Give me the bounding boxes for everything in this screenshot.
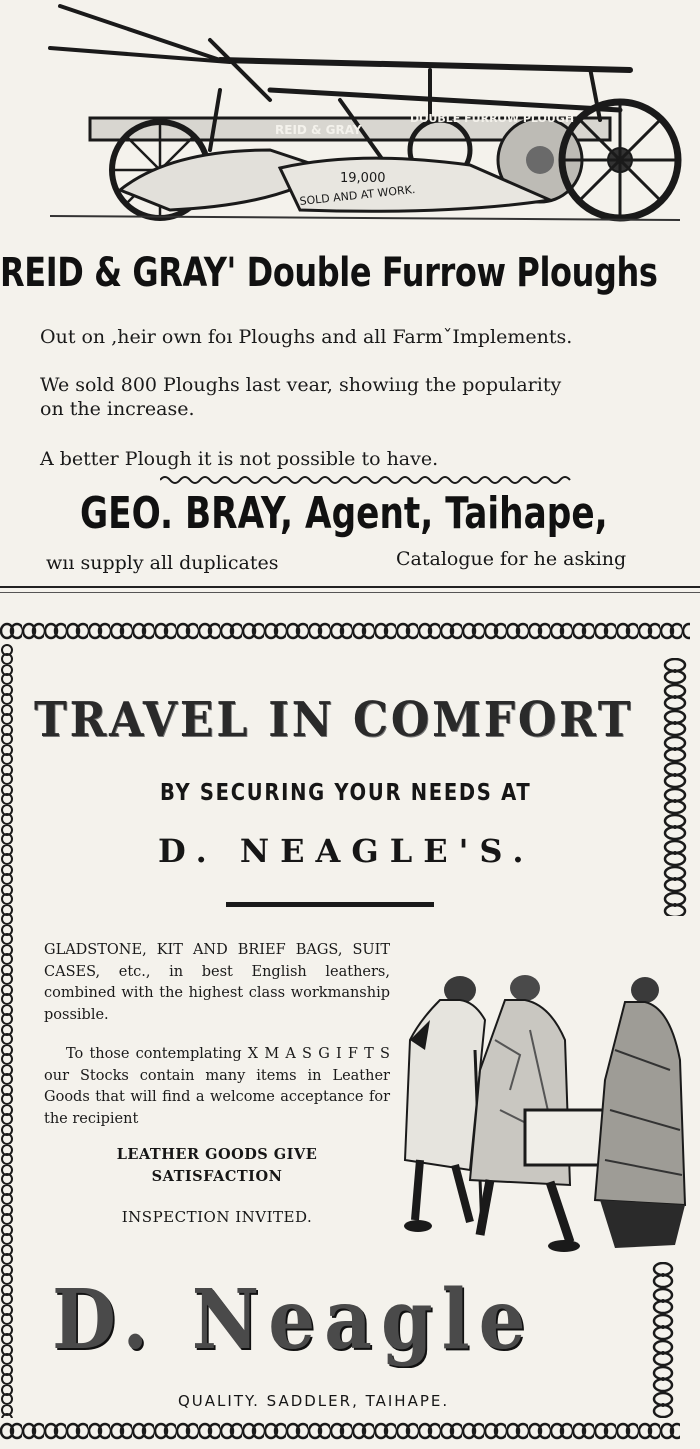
ornamental-border-top — [0, 618, 690, 644]
plough-headline: REID & GRAY' Double Furrow Ploughs — [0, 250, 658, 296]
saddler-footer: QUALITY. SADDLER, TAIHAPE. — [178, 1392, 450, 1410]
traveller-figure-middle — [470, 975, 605, 1252]
plough-text-line-2: We sold 800 Ploughs last vear, showiııg the popularity — [40, 374, 562, 396]
agent-name: GEO. BRAY, Agent, Taihape, — [80, 488, 608, 539]
xmas-paragraph: To those contemplating X M A S G I F T S our Stocks contain many items in Leather Goods that will find a welcome acceptance for the recipient — [44, 1046, 390, 1127]
section-divider — [0, 586, 700, 588]
plough-mould-text: SOLD AND AT WORK. — [298, 182, 416, 208]
plough-text-line-1: Out on ,heir own foı Ploughs and all FarmˇImplements. — [40, 326, 573, 348]
traveller-figure-right — [595, 977, 685, 1248]
travel-heading: TRAVEL IN COMFORT — [34, 692, 634, 748]
wavy-underline — [160, 474, 575, 486]
plough-label-model: DOUBLE FURROW PLOUGH — [410, 112, 575, 125]
neagle-big-name: D. Neagle — [52, 1272, 535, 1368]
plough-label-maker: REID & GRAY — [275, 123, 362, 137]
traveller-figure-left — [404, 976, 485, 1232]
leather-goods-line-2: SATISFACTION — [151, 1168, 283, 1185]
catalogue-text: Catalogue for he asking — [396, 548, 627, 570]
bags-paragraph: GLADSTONE, KIT AND BRIEF BAGS, SUIT CASES, etc., in best English leathers, combined with the highest class workmanship possible. — [44, 942, 390, 1023]
section-divider-thin — [0, 592, 700, 593]
plough-text-line-4: A better Plough it is not possible to have. — [40, 448, 439, 470]
ornamental-border-right-upper — [660, 658, 690, 916]
securing-subheading: BY SECURING YOUR NEEDS AT — [160, 780, 532, 806]
plough-text-line-3: on the increase. — [40, 398, 195, 420]
plough-illustration — [30, 0, 700, 240]
travellers-illustration — [400, 960, 690, 1260]
ornamental-border-left — [0, 644, 14, 1418]
duplicates-text: wıı supply all duplicates — [46, 552, 279, 574]
inspection-invited: INSPECTION INVITED. — [121, 1208, 313, 1226]
heading-rule — [226, 902, 434, 907]
leather-goods-line-1: LEATHER GOODS GIVE — [116, 1146, 318, 1163]
ornamental-border-bottom — [0, 1418, 680, 1444]
ornamental-border-right-lower — [650, 1262, 676, 1418]
plough-mould-number: 19,000 — [340, 171, 386, 186]
neagles-name: D. NEAGLE'S. — [158, 832, 535, 870]
